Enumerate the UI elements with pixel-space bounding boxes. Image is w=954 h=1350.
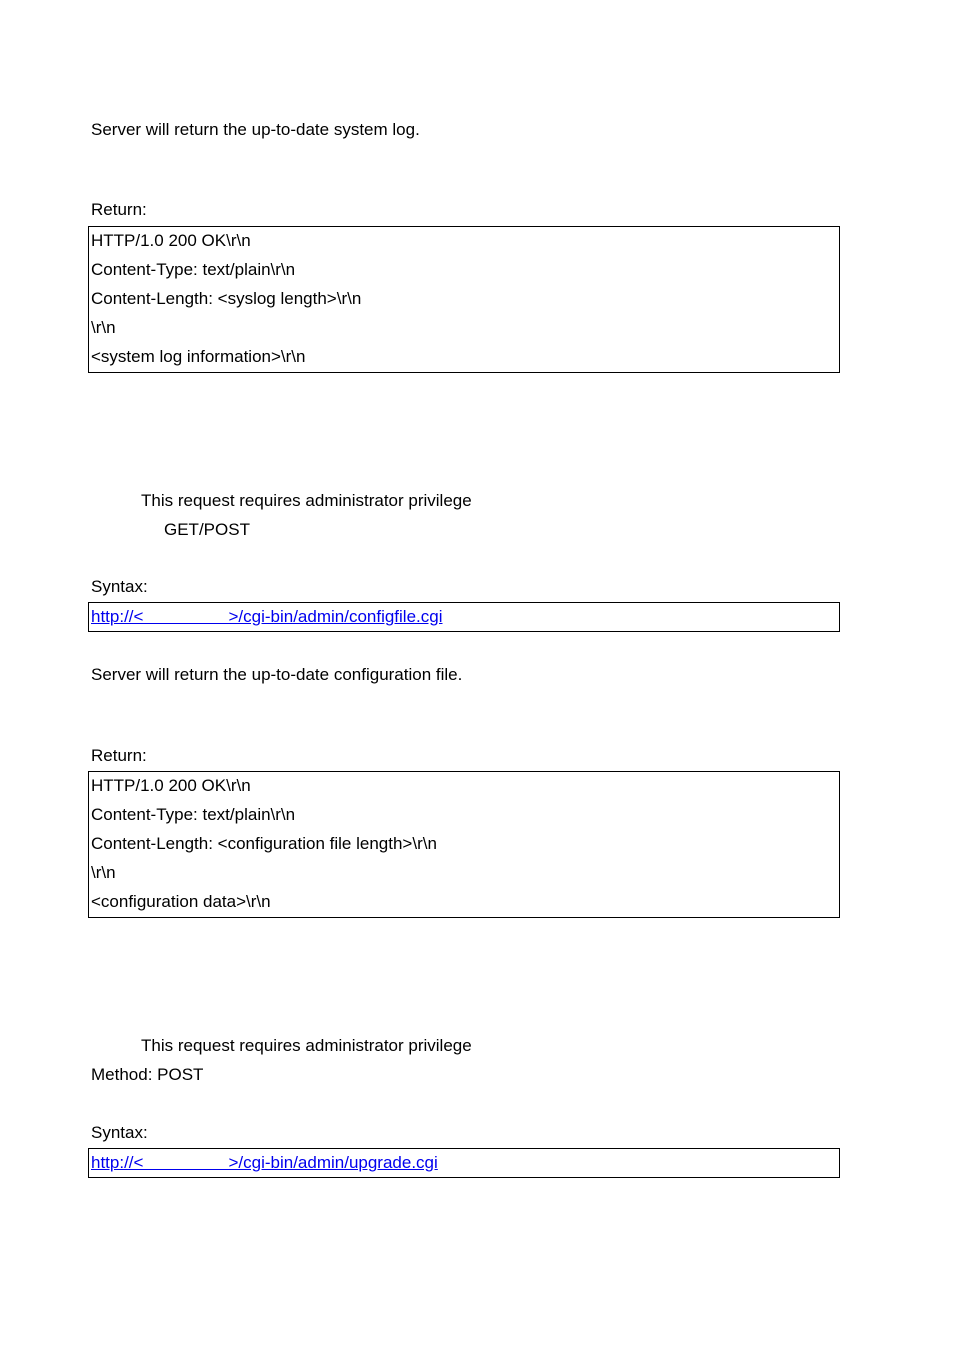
configfile-return-line-4: \r\n [91, 863, 116, 882]
configfile-return-line-1: HTTP/1.0 200 OK\r\n [91, 776, 251, 795]
configfile-return-line-3: Content-Length: <configuration file length>\r\n [91, 834, 437, 853]
syslog-return-line-4: \r\n [91, 318, 116, 337]
configfile-description: Server will return the up-to-date configuration file. [91, 665, 463, 684]
upgrade-syntax-label: Syntax: [91, 1123, 148, 1142]
upgrade-method: Method: POST [91, 1065, 204, 1084]
upgrade-syntax-box [88, 1148, 840, 1178]
upgrade-syntax-link[interactable]: http://< >/cgi-bin/admin/upgrade.cgi [91, 1153, 438, 1172]
configfile-privilege-note: This request requires administrator privilege [141, 491, 472, 510]
configfile-method: GET/POST [164, 520, 250, 539]
syslog-return-line-1: HTTP/1.0 200 OK\r\n [91, 231, 251, 250]
syslog-return-line-3: Content-Length: <syslog length>\r\n [91, 289, 362, 308]
upgrade-privilege-note: This request requires administrator privilege [141, 1036, 472, 1055]
configfile-syntax-link[interactable]: http://< >/cgi-bin/admin/configfile.cgi [91, 607, 443, 626]
syslog-return-label: Return: [91, 200, 147, 219]
syslog-return-line-2: Content-Type: text/plain\r\n [91, 260, 296, 279]
configfile-return-line-5: <configuration data>\r\n [91, 892, 271, 911]
configfile-return-box [88, 771, 840, 918]
syslog-return-line-5: <system log information>\r\n [91, 347, 306, 366]
configfile-return-label: Return: [91, 746, 147, 765]
configfile-return-line-2: Content-Type: text/plain\r\n [91, 805, 296, 824]
configfile-syntax-label: Syntax: [91, 577, 148, 596]
syslog-description: Server will return the up-to-date system log. [91, 120, 420, 139]
configfile-syntax-box [88, 602, 840, 632]
syslog-return-box [88, 226, 840, 373]
